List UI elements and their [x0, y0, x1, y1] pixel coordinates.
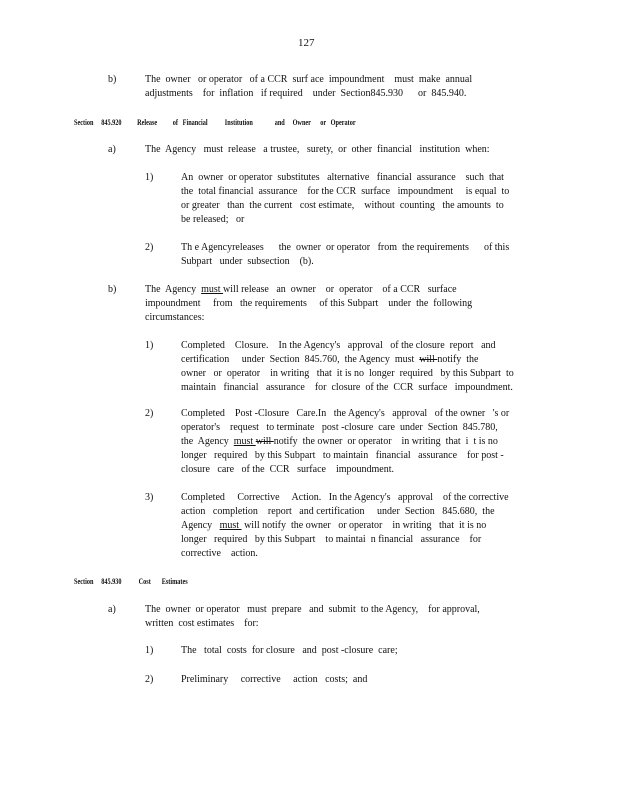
body-text: be released; or [181, 214, 245, 225]
list-label: 3) [145, 492, 154, 503]
inserted-text: must [233, 436, 256, 447]
body-text: the Agency must will notify the owner or operator in writing that i t is no [181, 436, 498, 447]
body-text: Completed Corrective Action. In the Agency's approval of the corrective [181, 492, 509, 503]
body-text: The owner or operator must prepare and submit to the Agency, for approval, [145, 604, 480, 615]
list-label: a) [108, 144, 116, 155]
body-text: action completion report and certification under Section 845.680, the [181, 506, 495, 517]
body-text: Agency must will notify the owner or operator in writing that it is no [181, 520, 487, 531]
deleted-text: will [419, 354, 438, 365]
body-text: certification under Section 845.760, the Agency must will notify the [181, 354, 479, 365]
body-text: Subpart under subsection (b). [181, 256, 314, 267]
body-text: longer required by this Subpart to maintai n financial assurance for [181, 534, 482, 545]
body-text: Completed Closure. In the Agency's approval of the closure report and [181, 340, 496, 351]
body-text: circumstances: [145, 312, 205, 323]
body-text: impoundment from the requirements of this Subpart under the following [145, 298, 473, 309]
body-text: longer required by this Subpart to maintain financial assurance for post - [181, 450, 504, 461]
deleted-text: will [255, 436, 274, 447]
body-text: The Agency must will release an owner or operator of a CCR surface [145, 284, 457, 295]
inserted-text: must [201, 284, 224, 295]
body-text: written cost estimates for: [145, 618, 259, 629]
list-label: 1) [145, 172, 154, 183]
body-text: adjustments for inflation if required under Section845.930 or 845.940. [145, 88, 467, 99]
body-text: maintain financial assurance for closure of the CCR surface impoundment. [181, 382, 513, 393]
list-label: a) [108, 604, 116, 615]
list-label: b) [108, 74, 117, 85]
body-text: the total financial assurance for the CCR surface impoundment is equal to [181, 186, 510, 197]
body-text: The owner or operator of a CCR surf ace impoundment must make annual [145, 74, 473, 85]
section-heading: Section 845.920 Release of Financial Institution and Owner or Operator [74, 118, 356, 127]
list-label: 2) [145, 242, 154, 253]
body-text: An owner or operator substitutes alternative financial assurance such that [181, 172, 504, 183]
list-label: 2) [145, 674, 154, 685]
body-text: Completed Post -Closure Care.In the Agency's approval of the owner 's or [181, 408, 510, 419]
section-heading: Section 845.930 Cost Estimates [74, 577, 188, 586]
body-text: Th e Agencyreleases the owner or operator from the requirements of this [181, 242, 510, 253]
body-text: The total costs for closure and post -closure care; [181, 645, 398, 656]
list-label: 2) [145, 408, 154, 419]
list-label: 1) [145, 340, 154, 351]
body-text: Preliminary corrective action costs; and [181, 674, 368, 685]
list-label: 1) [145, 645, 154, 656]
body-text: owner or operator in writing that it is no longer required by this Subpart to [181, 368, 514, 379]
body-text: The Agency must release a trustee, surety, or other financial institution when: [145, 144, 490, 155]
page-number: 127 [298, 37, 315, 49]
list-label: b) [108, 284, 117, 295]
inserted-text: must [219, 520, 242, 531]
body-text: corrective action. [181, 548, 258, 559]
body-text: closure care of the CCR surface impoundment. [181, 464, 394, 475]
body-text: operator's request to terminate post -closure care under Section 845.780, [181, 422, 498, 433]
body-text: or greater than the current cost estimate, without counting the amounts to [181, 200, 504, 211]
